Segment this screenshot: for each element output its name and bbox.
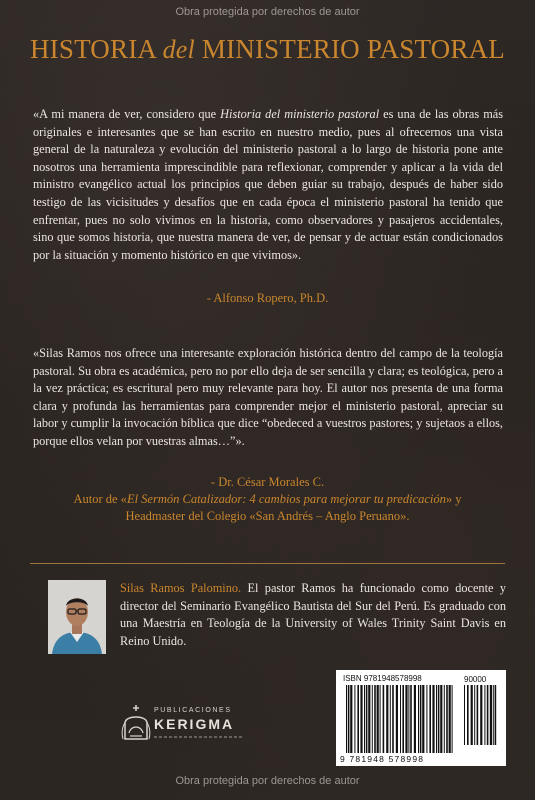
endorsement-author-2: - Dr. César Morales C. xyxy=(210,475,325,489)
publisher-logo xyxy=(121,703,261,743)
endorsement-quote-1 xyxy=(33,106,503,264)
title-part-1: HISTORIA xyxy=(29,34,156,64)
watermark-top: Obra protegida por derechos de autor xyxy=(175,6,360,18)
isbn-text: ISBN 9781948578998 xyxy=(343,674,422,683)
section-divider xyxy=(30,563,505,564)
price-code: 90000 xyxy=(464,675,487,684)
endorsement-author-2-credit xyxy=(0,491,535,508)
endorsement-quote-1-text: «A mi manera de ver, considero que Historia del ministerio pastoral es una de las obras más originales e interesantes que se han escrito en nuestro medio, pues al ofrecernos una vista general de la naturaleza y evolución del ministerio pastoral a lo largo de historia pone ante nosotros una herramienta imprescindible para reflexionar, comprender y aplicar a la vida del ministro evangélico actual los principios que deben guiar su trabajo, después de haber sido testigo de las vicisitudes y desafíos que en cada época el ministerio pastoral ha tenido que enfrentar, pues no solo vivimos en la historia, como observadores y pasajeros accidentales, sino que somos historia, que nuestra manera de ver, de pensar y de actuar están condicionados por la situación y momento histórico en que vivimos». xyxy=(33,107,504,262)
publisher-tagline-graphic xyxy=(154,734,244,740)
publisher-name: KERIGMA xyxy=(154,716,235,732)
endorsement-quote-2 xyxy=(33,345,503,451)
title-part-2: del xyxy=(162,35,195,64)
barcode-bars xyxy=(346,685,456,753)
author-photo xyxy=(48,580,106,654)
barcode-digits: 9 781948 578998 xyxy=(340,754,425,764)
endorsement-author-2-role: Headmaster del Colegio «San Andrés – Anglo Peruano». xyxy=(125,509,410,523)
book-title xyxy=(0,34,535,65)
publisher-label: PUBLICACIONES xyxy=(154,707,232,714)
author-bio xyxy=(120,580,506,650)
barcode-label xyxy=(336,670,506,766)
watermark-bottom: Obra protegida por derechos de autor xyxy=(175,775,360,787)
credit-book-title: El Sermón Catalizador: 4 cambios para mejorar tu predicación xyxy=(126,492,446,506)
title-part-3: MINISTERIO PASTORAL xyxy=(201,34,505,64)
endorsement-author-1: - Alfonso Ropero, Ph.D. xyxy=(206,291,329,305)
credit-prefix: Autor de « xyxy=(73,492,127,506)
author-name: Silas Ramos Palomino. xyxy=(120,581,242,595)
author-portrait-image xyxy=(48,580,106,654)
barcode-addon-bars xyxy=(464,685,498,745)
endorsement-quote-2-text: «Silas Ramos nos ofrece una interesante exploración histórica dentro del campo de la teología pastoral. Su obra es académica, pero no por ello deja de ser sencilla y clara; es teológica, pero a la vez práctica; es escritural pero muy relevante para hoy. El autor nos presenta de una forma clara y profunda las herramientas para comprender mejor el ministerio pastoral, apreciar su labor y cumplir la invocación bíblica que dice “obedeced a vuestros pastores; y sujetaos a ellos, porque ellos velan por vuestras almas…”». xyxy=(33,346,503,448)
credit-suffix: » y xyxy=(445,492,462,506)
author-bio-text: El pastor Ramos ha funcionado como docente y director del Seminario Evangélico Bautista del Sur del Perú. Es graduado con una Maestría en Teología de la University of Wales Trinity Saint Davis en Reino Unido. xyxy=(120,581,506,648)
publisher-emblem-icon xyxy=(121,703,151,741)
